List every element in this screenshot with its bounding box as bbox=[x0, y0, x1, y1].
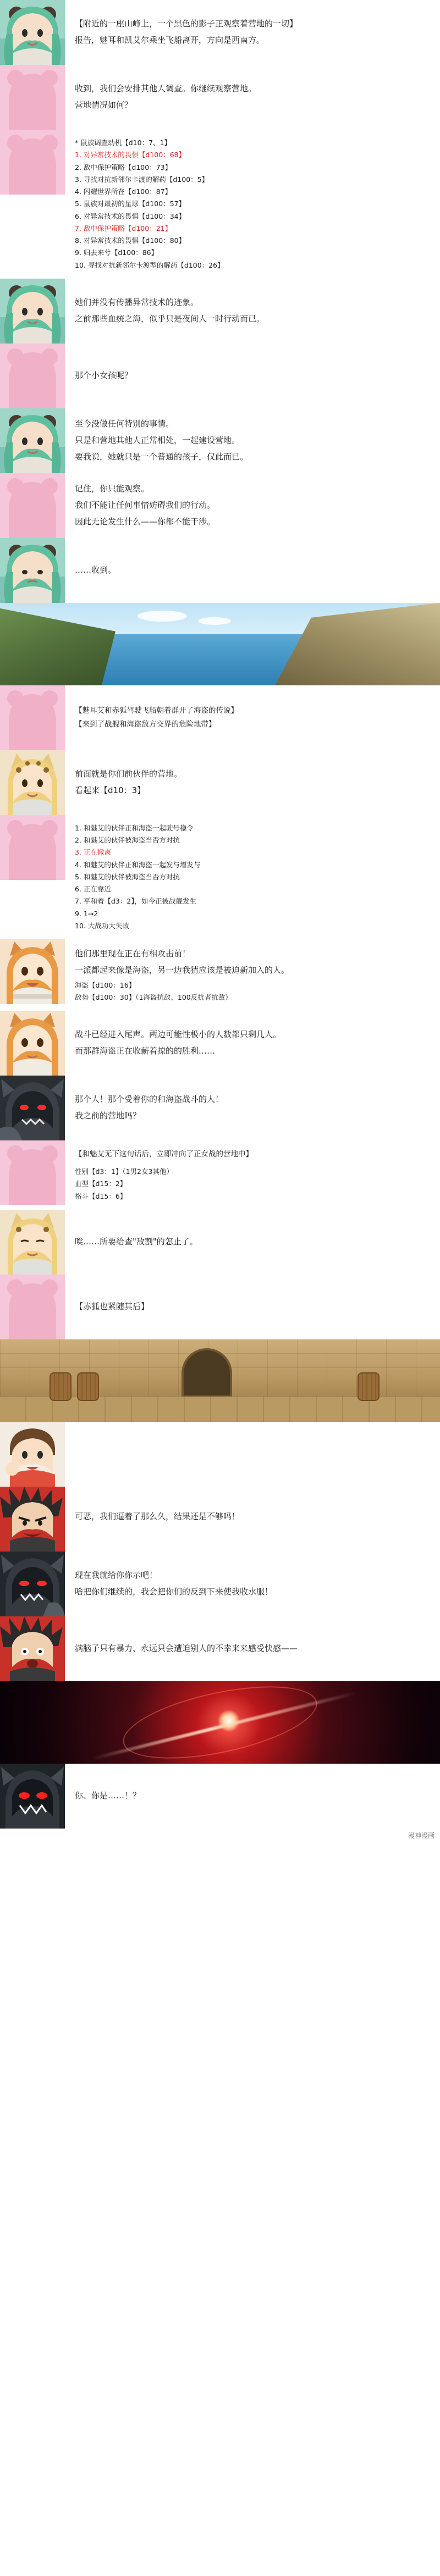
boy-portrait bbox=[0, 1422, 65, 1487]
stats-intro: 【和魅艾无下这句话后，立即冲向了正女战的营地中】 bbox=[75, 1150, 253, 1159]
line: 我之前的营地吗？ bbox=[75, 1111, 141, 1121]
portrait-art bbox=[0, 815, 65, 880]
stats-line: 3. 正在撤离 bbox=[75, 848, 111, 857]
stats-line: 海盗【d100：16】 bbox=[75, 980, 136, 989]
stats-line: 敌势【d100：30】（1海盗抗敌、100反抗者抗敌） bbox=[75, 993, 232, 1001]
credit-watermark: 漫神漫画 bbox=[408, 1831, 435, 1840]
dialogue-text bbox=[65, 1552, 440, 1616]
dialogue-text bbox=[65, 1275, 440, 1339]
line: 收到，我们会安排其他人调查。你继续观察营地。 bbox=[75, 84, 257, 94]
portrait-art bbox=[0, 1552, 65, 1616]
stats-line: 7. 平和着【d3：2】，如今正被战舰发生 bbox=[75, 897, 196, 906]
line: 可恶，我们逼着了那么久，结果还是不够吗！ bbox=[75, 1511, 240, 1521]
scene-caption bbox=[65, 685, 440, 750]
line: 而那群海盗正在收薪着掠的的胜利…… bbox=[75, 1046, 216, 1056]
line: 看起来【d10：3】 bbox=[75, 785, 146, 795]
portrait-art bbox=[0, 685, 65, 750]
stats-line: 1. 对异常技术的畏惧【d100：68】 bbox=[75, 151, 186, 159]
dark-beast-portrait-3 bbox=[0, 1764, 65, 1829]
dialogue-row bbox=[0, 1210, 440, 1275]
dialogue-row bbox=[0, 65, 440, 130]
line: 报告，魅耳和凯艾尔乘坐飞船离开，方向是西南方。 bbox=[75, 35, 265, 45]
line: 那个小女孩呢？ bbox=[75, 370, 133, 380]
stats-line: 10. 大战功大失败 bbox=[75, 921, 129, 930]
portrait-art bbox=[0, 1487, 65, 1552]
pink-silhouette-portrait-caption bbox=[0, 685, 65, 750]
line: 你、你是……！？ bbox=[75, 1790, 141, 1801]
dialogue-row bbox=[0, 939, 440, 1011]
dialogue-text bbox=[65, 408, 440, 473]
dialogue-row bbox=[0, 0, 440, 65]
scene-caption-row bbox=[0, 685, 440, 750]
door-icon bbox=[182, 1348, 232, 1398]
portrait-art bbox=[0, 130, 65, 195]
red-space-impact bbox=[0, 1681, 440, 1764]
line: 啥把你们继续的，我会把你们的反到下来使我收水服！ bbox=[75, 1586, 273, 1597]
red-spiky-villain-portrait bbox=[0, 1487, 65, 1552]
pink-silhouette-portrait-4 bbox=[0, 1140, 65, 1205]
line: 现在我就给你你示吧！ bbox=[75, 1570, 158, 1580]
line: 至今没做任何特别的事情。 bbox=[75, 419, 174, 429]
cloud-icon bbox=[198, 617, 231, 625]
dialogue-text bbox=[65, 344, 440, 408]
line: 唉……所要给查"敌割"的怎止了。 bbox=[75, 1236, 198, 1247]
stats-line: 1. 和魅艾的伙伴正和海盗一起驶号稳令 bbox=[75, 823, 194, 832]
stats-title: * 鼠族调查动机【d10：7、1】 bbox=[75, 139, 171, 147]
line: 只是和营地其他人正常相处，一起建设营地。 bbox=[75, 435, 240, 445]
green-hair-girl-portrait bbox=[0, 538, 65, 603]
portrait-art bbox=[0, 1764, 65, 1829]
dialogue-text bbox=[65, 473, 440, 538]
stats-line: 3. 寻找对抗新邻尔卡渡的解药【d100：5】 bbox=[75, 175, 209, 184]
pink-silhouette-portrait-5 bbox=[0, 1275, 65, 1339]
impact-core bbox=[218, 1710, 240, 1732]
dialogue-text bbox=[65, 538, 440, 603]
scene-panel-sea-cliff bbox=[0, 603, 440, 685]
pink-silhouette-portrait-2 bbox=[0, 130, 65, 195]
line: 满脑子只有暴力、永远只会遭迫别人的不幸来来感受快感—— bbox=[75, 1643, 298, 1653]
dialogue-row bbox=[0, 279, 440, 344]
stats-line: 9. 1→2 bbox=[75, 909, 98, 918]
stats-line: 6. 对异常技术的畏惧【d100：34】 bbox=[75, 212, 186, 220]
line: 她们并没有传播异常技术的迹象。 bbox=[75, 297, 199, 307]
cliff-right bbox=[275, 603, 440, 685]
portrait-art bbox=[0, 1140, 65, 1205]
green-hair-girl-portrait bbox=[0, 408, 65, 473]
barrel-icon bbox=[77, 1372, 99, 1401]
scene-panel-space bbox=[0, 1681, 440, 1764]
cliff-left bbox=[0, 608, 116, 685]
line: 【魅耳艾和赤狐驾驶飞船朝着群开了海盗的传说】 bbox=[75, 706, 238, 715]
stats-line: 2. 敌中保护策略【d100：73】 bbox=[75, 163, 172, 171]
portrait-art bbox=[0, 939, 65, 1004]
line: 要我说，她就只是一个普通的孩子，仅此而已。 bbox=[75, 451, 249, 462]
stats-line: 4. 和魅艾的伙伴正和海盗一起发与增发与 bbox=[75, 860, 201, 869]
portrait-art bbox=[0, 344, 65, 408]
line: ……收到。 bbox=[75, 564, 117, 575]
dark-beast-portrait-2 bbox=[0, 1552, 65, 1616]
line: 【附近的一座山峰上，一个黑色的影子正观察着营地的一切】 bbox=[75, 19, 298, 29]
line: 【来到了战舰和海盗敌方交界的危险地带】 bbox=[75, 719, 216, 729]
green-hair-girl-portrait bbox=[0, 0, 65, 65]
portrait-art bbox=[0, 279, 65, 344]
stats-line: 8. 对异常技术的畏惧【d100：80】 bbox=[75, 236, 186, 245]
stats-line: 血型【d15：2】 bbox=[75, 1179, 127, 1188]
sea-cliff-landscape bbox=[0, 603, 440, 685]
barrel-icon bbox=[358, 1372, 380, 1401]
stats-row bbox=[0, 1140, 440, 1210]
portrait-art bbox=[0, 750, 65, 815]
line: 那个人！那个受着你的和海盗战斗的人！ bbox=[75, 1094, 224, 1105]
pink-silhouette-portrait bbox=[0, 65, 65, 130]
dialogue-row bbox=[0, 1011, 440, 1076]
green-hair-girl-portrait bbox=[0, 279, 65, 344]
stats-line: 5. 鼠族对最初的星球【d100：57】 bbox=[75, 200, 186, 208]
portrait-art bbox=[0, 0, 65, 65]
pink-silhouette-portrait bbox=[0, 344, 65, 408]
dialogue-row bbox=[0, 1552, 440, 1616]
cloud-icon bbox=[138, 611, 187, 622]
portrait-art bbox=[0, 1210, 65, 1275]
stats-text bbox=[65, 130, 440, 279]
portrait-art bbox=[0, 1275, 65, 1339]
stats-row bbox=[0, 130, 440, 279]
dialogue-text bbox=[65, 1210, 440, 1275]
dialogue-row bbox=[0, 750, 440, 815]
pink-silhouette-portrait bbox=[0, 473, 65, 538]
line: 一派都起来像是海盗，另一边我猜应该是被迫新加入的人。 bbox=[75, 965, 290, 975]
stats-line: 7. 敌中保护策略【d100：21】 bbox=[75, 224, 172, 232]
portrait-art bbox=[0, 1011, 65, 1076]
barrel-icon bbox=[50, 1372, 72, 1401]
dark-beast-portrait bbox=[0, 1076, 65, 1140]
dialogue-text bbox=[65, 65, 440, 130]
line: 【赤狐也紧随其后】 bbox=[75, 1301, 150, 1311]
pink-silhouette-portrait-3 bbox=[0, 815, 65, 880]
stats-text bbox=[65, 1140, 440, 1210]
dungeon-interior bbox=[0, 1339, 440, 1422]
portrait-art bbox=[0, 408, 65, 473]
dialogue-row bbox=[0, 1764, 440, 1829]
orange-hair-girl-portrait-2 bbox=[0, 1011, 65, 1076]
portrait-art bbox=[0, 538, 65, 603]
line: 战斗已经进入尾声。两边可能性极小的人数都只剩几人。 bbox=[75, 1029, 282, 1040]
orange-hair-girl-portrait bbox=[0, 939, 65, 1004]
stats-line: 2. 和魅艾的伙伴被海盗当否方对抗 bbox=[75, 836, 180, 844]
stats-row bbox=[0, 815, 440, 939]
dialogue-text bbox=[65, 1487, 440, 1552]
stats-line: 4. 闪耀世界所在【d100：87】 bbox=[75, 187, 172, 196]
line: 营地情况如何？ bbox=[75, 100, 133, 110]
stats-text bbox=[65, 815, 440, 939]
stats-line: 6. 正在靠近 bbox=[75, 885, 111, 893]
portrait-art bbox=[0, 65, 65, 130]
stats-line: 性别【d3：1】（1男2女3其他） bbox=[75, 1167, 173, 1176]
line: 之前那些血统之海，似乎只是夜间人一时行动而已。 bbox=[75, 313, 265, 324]
dialogue-row bbox=[0, 1616, 440, 1681]
portrait-art bbox=[0, 1076, 65, 1140]
portrait-art bbox=[0, 1422, 65, 1487]
dialogue-row bbox=[0, 408, 440, 473]
dialogue-text bbox=[65, 750, 440, 815]
stats-line: 10. 寻找对抗新邻尔卡渡型的解药【d100：26】 bbox=[75, 261, 224, 269]
portrait-art bbox=[0, 473, 65, 538]
dialogue-row bbox=[0, 1275, 440, 1339]
line: 前面就是你们前伙伴的营地。 bbox=[75, 768, 183, 779]
line: 我们不能让任何事情妨碍我们的行动。 bbox=[75, 500, 216, 510]
line: 记住，你只能观察。 bbox=[75, 484, 150, 494]
dialogue-text bbox=[65, 279, 440, 344]
dialogue-text bbox=[65, 0, 440, 65]
red-spiky-villain-portrait-2 bbox=[0, 1616, 65, 1681]
dialogue-text bbox=[65, 1422, 440, 1487]
serval-girl-portrait-2 bbox=[0, 1210, 65, 1275]
dialogue-text bbox=[65, 1076, 440, 1140]
dialogue-text bbox=[65, 1616, 440, 1681]
portrait-art bbox=[0, 1616, 65, 1681]
line: 因此无论发生什么——你都不能干涉。 bbox=[75, 516, 216, 527]
dialogue-text bbox=[65, 1011, 440, 1076]
dialogue-row bbox=[0, 1422, 440, 1487]
dialogue-text bbox=[65, 939, 440, 1011]
dialogue-row bbox=[0, 344, 440, 408]
dialogue-row bbox=[0, 1076, 440, 1140]
dialogue-row bbox=[0, 538, 440, 603]
dialogue-text bbox=[65, 1764, 440, 1829]
line: 他们那里现在正在有相攻击前！ bbox=[75, 949, 191, 959]
dialogue-row bbox=[0, 1487, 440, 1552]
scene-panel-dungeon bbox=[0, 1339, 440, 1422]
stats-line: 5. 和魅艾的伙伴被海盗当否方对抗 bbox=[75, 872, 180, 881]
stats-line: 9. 归去来兮【d100：86】 bbox=[75, 248, 158, 257]
dialogue-row bbox=[0, 473, 440, 538]
stats-line: 格斗【d15：6】 bbox=[75, 1192, 127, 1200]
serval-girl-portrait bbox=[0, 750, 65, 815]
